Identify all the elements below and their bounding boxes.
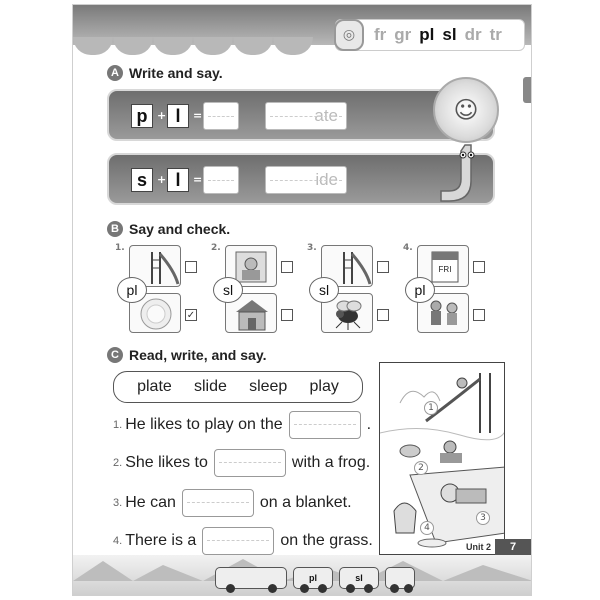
checkbox-top[interactable] (185, 261, 197, 273)
letter-box: p (131, 104, 153, 128)
sentence-1 (113, 411, 371, 439)
park-scene-image (380, 363, 505, 555)
answer-box[interactable] (202, 527, 274, 555)
train-car-sl (339, 567, 379, 589)
train-car-label: sl (355, 573, 363, 583)
plate-face-icon: ☺ (433, 77, 499, 143)
curtain-scallop (273, 37, 313, 55)
slide-face-icon (435, 141, 485, 207)
car-icon (215, 567, 287, 589)
answer-box[interactable] (214, 449, 286, 477)
equals-sign: = (193, 109, 203, 122)
sentence-number: 2. (113, 457, 123, 469)
checkbox-top[interactable] (281, 261, 293, 273)
sentence-text: There is a (125, 532, 197, 549)
word-bank-item: plate (137, 378, 172, 395)
check-item-2 (211, 243, 299, 335)
section-b-label: Say and check. (129, 221, 231, 237)
scroll-icon: ◎ (334, 19, 364, 51)
sentence-number: 3. (113, 497, 123, 509)
sentence-text: He likes to play on the (125, 416, 283, 433)
blend-list-header (335, 19, 525, 51)
item-number: 3. (307, 243, 317, 253)
answer-box[interactable] (289, 411, 361, 439)
blend-list (374, 25, 502, 45)
blend-dr: dr (464, 25, 482, 44)
sentence-end: with a frog. (291, 454, 371, 471)
item-number: 4. (403, 243, 413, 253)
section-c-title (107, 347, 266, 363)
blend-tr: tr (489, 25, 502, 44)
word-ending: ide (315, 170, 338, 189)
blend-sl: sl (442, 25, 457, 44)
section-a-label: Write and say. (129, 65, 223, 81)
section-b-title (107, 221, 230, 237)
word-ending: ate (314, 106, 338, 125)
curtain-scallop (73, 37, 113, 55)
sentence-text: She likes to (125, 454, 208, 471)
train-car-label: pl (309, 573, 317, 583)
blend-fr: fr (374, 25, 387, 44)
sentence-number: 1. (113, 419, 123, 431)
letter-box: l (167, 104, 189, 128)
word-build-row-slide (107, 153, 495, 205)
blend-pl: pl (419, 25, 435, 44)
letter-box: s (131, 168, 153, 192)
checkbox-bottom[interactable] (473, 309, 485, 321)
word-bank-item: play (309, 378, 339, 395)
side-tab (523, 77, 532, 103)
checkbox-top[interactable] (473, 261, 485, 273)
scene-label-3: 3 (476, 511, 490, 525)
checkbox-bottom[interactable] (281, 309, 293, 321)
unit-label: Unit 2 (465, 542, 491, 552)
blend-circle: pl (117, 277, 147, 303)
check-item-4 (403, 243, 491, 335)
park-scene-illustration (379, 362, 505, 555)
blend-answer-box[interactable] (203, 102, 239, 130)
curtain-scallop (153, 37, 193, 55)
item-number: 1. (115, 243, 125, 253)
sentence-4 (113, 527, 373, 555)
letter-box: l (167, 168, 189, 192)
scene-label-1: 1 (424, 401, 438, 415)
word-answer-box[interactable] (265, 102, 347, 130)
word-build-row-plate (107, 89, 495, 141)
section-b-badge: B (107, 221, 123, 237)
section-a-badge: A (107, 65, 123, 81)
check-mark: ✓ (186, 309, 196, 321)
train-car-pl (293, 567, 333, 589)
page-footer-tag (466, 539, 531, 555)
plus-sign: + (157, 109, 167, 122)
blend-answer-box[interactable] (203, 166, 239, 194)
section-c-badge: C (107, 347, 123, 363)
page-number: 7 (495, 539, 531, 555)
word-bank (113, 371, 363, 403)
blend-circle: pl (405, 277, 435, 303)
equals-sign: = (193, 173, 203, 186)
sentence-2 (113, 449, 370, 477)
train-engine-icon (385, 567, 415, 589)
workbook-page (72, 4, 532, 596)
calendar-text: FRI (438, 265, 452, 274)
section-a-title (107, 65, 223, 81)
check-item-3 (307, 243, 395, 335)
footer-strip (73, 555, 532, 595)
blend-circle: sl (213, 277, 243, 303)
sentence-text: He can (125, 494, 176, 511)
item-number: 2. (211, 243, 221, 253)
curtain-scallop (193, 37, 233, 55)
sentence-number: 4. (113, 535, 123, 547)
word-bank-item: sleep (249, 378, 288, 395)
sentence-end: . (366, 416, 372, 433)
sentence-end: on a blanket. (259, 494, 352, 511)
checkbox-top[interactable] (377, 261, 389, 273)
sentence-3 (113, 489, 352, 517)
check-item-1 (115, 243, 203, 335)
word-bank-item: slide (193, 378, 227, 395)
blend-gr: gr (394, 25, 412, 44)
section-c-label: Read, write, and say. (129, 347, 267, 363)
checkbox-bottom-checked[interactable] (185, 309, 197, 321)
checkbox-bottom[interactable] (377, 309, 389, 321)
blend-circle: sl (309, 277, 339, 303)
word-answer-box[interactable] (265, 166, 347, 194)
curtain-scallop (113, 37, 153, 55)
plus-sign: + (157, 173, 167, 186)
answer-box[interactable] (182, 489, 254, 517)
scene-label-4: 4 (420, 521, 434, 535)
scene-label-2: 2 (414, 461, 428, 475)
curtain-scallop (233, 37, 273, 55)
sentence-end: on the grass. (280, 532, 373, 549)
